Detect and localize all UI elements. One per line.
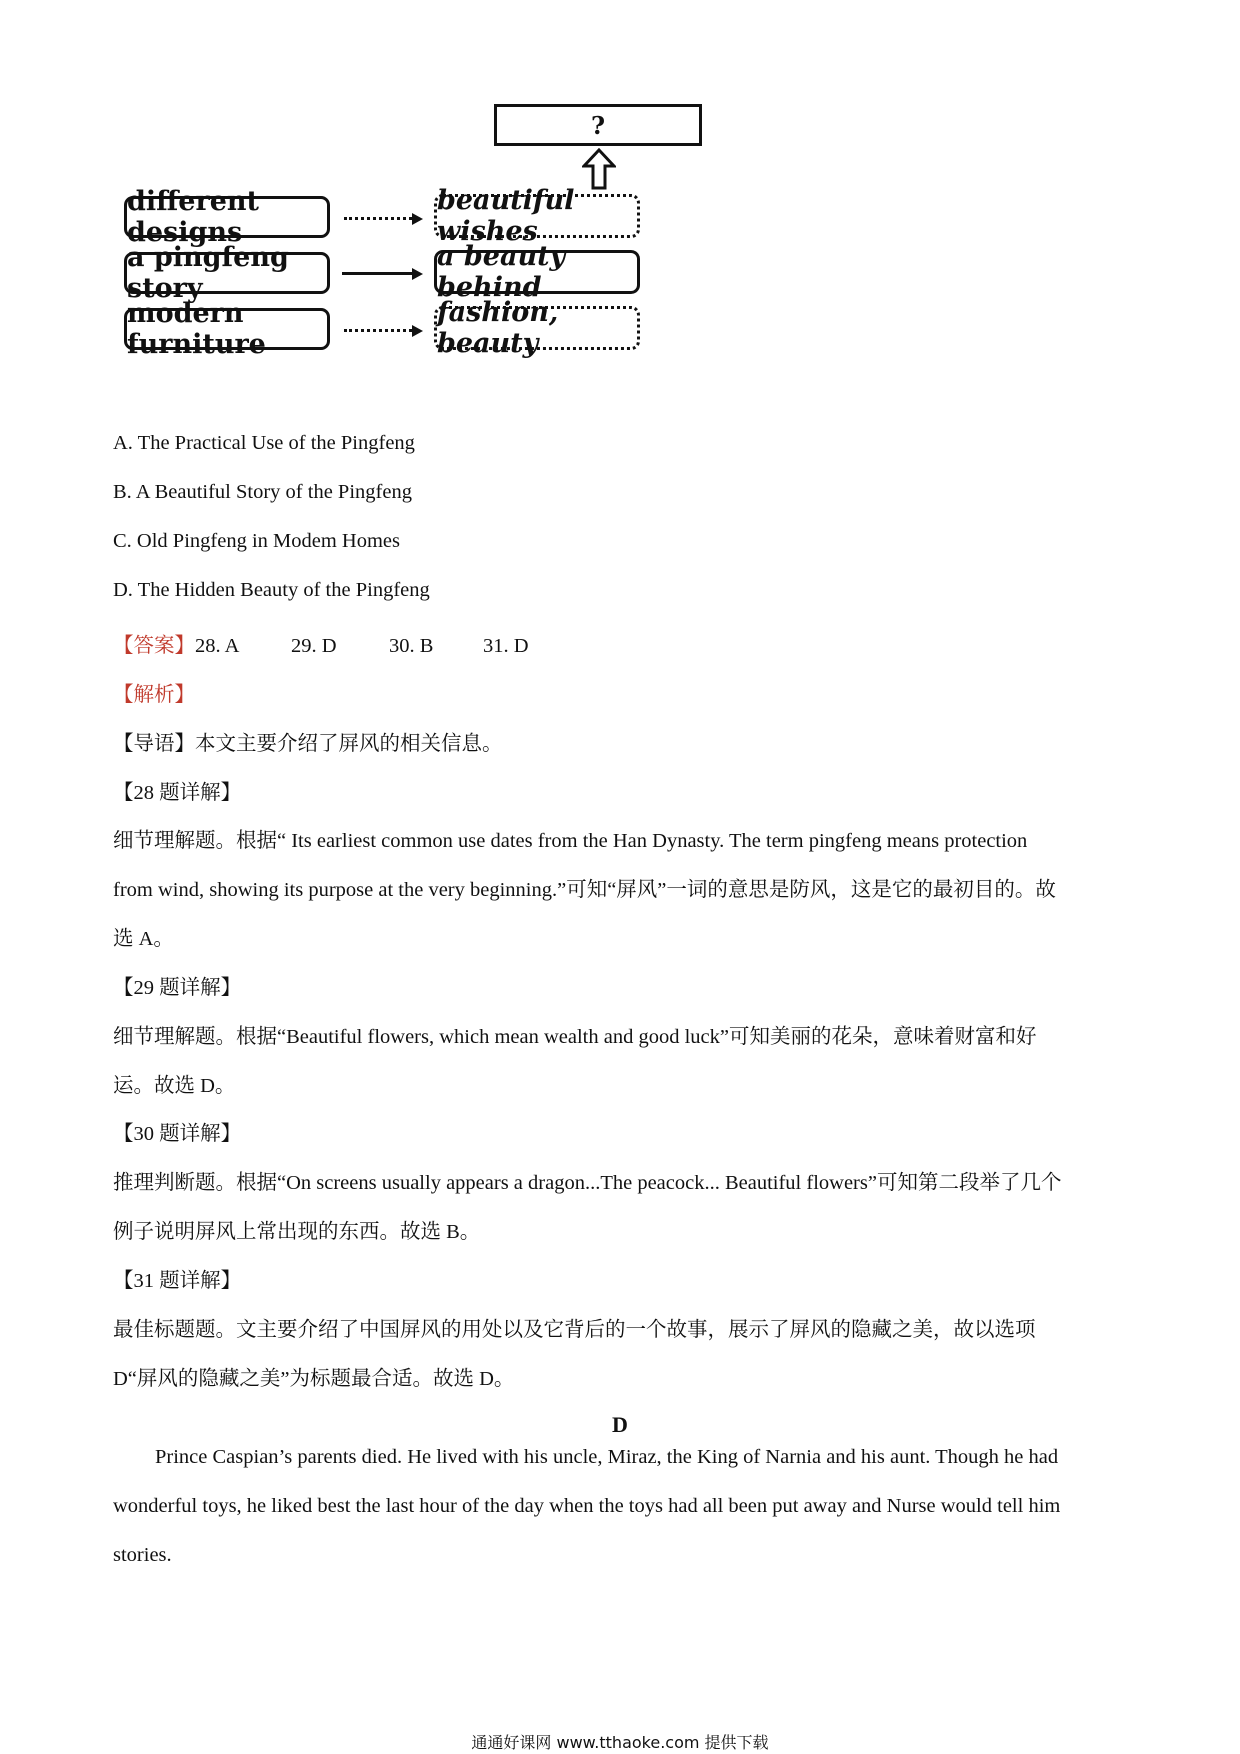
box-beauty-behind	[434, 241, 640, 303]
solid-connector	[342, 272, 412, 275]
box-different-designs	[124, 186, 330, 248]
dotted-connector	[344, 217, 412, 220]
title-question-box	[494, 104, 702, 146]
answer-28: 28. A	[195, 635, 240, 657]
section-d-line1: Prince Caspian’s parents died. He lived with his uncle, Miraz, the King of Narnia and his aunt. Though he had	[155, 1446, 1059, 1468]
q29-line1: 细节理解题。根据“Beautiful flowers, which mean wealth and good luck”可知美丽的花朵，意味着财富和好	[113, 1026, 1037, 1048]
section-d-line3: stories.	[113, 1544, 172, 1566]
answer-label: 【答案】	[113, 635, 195, 657]
option-c: C. Old Pingfeng in Modem Homes	[113, 530, 400, 552]
box-fashion-beauty	[434, 297, 640, 359]
q28-line3: 选 A。	[113, 928, 174, 950]
section-d-line2: wonderful toys, he liked best the last hour of the day when the toys had all been put away and Nurse would tell him	[113, 1495, 1061, 1517]
mind-map-diagram	[127, 100, 730, 410]
guide-text: 【导语】本文主要介绍了屏风的相关信息。	[113, 733, 503, 755]
answer-31: 31. D	[483, 635, 529, 657]
answers-row	[113, 628, 529, 658]
arrowhead-icon	[412, 268, 423, 280]
q28-line2: from wind, showing its purpose at the very beginning.”可知“屏风”一词的意思是防风，这是它的最初目的。故	[113, 879, 1056, 901]
option-a: A. The Practical Use of the Pingfeng	[113, 432, 415, 454]
q30-line1: 推理判断题。根据“On screens usually appears a dragon...The peacock... Beautiful flowers”可知第二段举了几个	[113, 1172, 1062, 1194]
up-arrow-icon	[582, 148, 616, 190]
answer-30: 30. B	[389, 635, 434, 657]
right-box-label: beautiful wishes	[437, 185, 575, 247]
q29-heading: 【29 题详解】	[113, 977, 242, 999]
footer: 通通好课网 www.tthaoke.com 提供下载	[471, 1733, 769, 1752]
q31-line1: 最佳标题题。文主要介绍了中国屏风的用处以及它背后的一个故事，展示了屏风的隐藏之美，故以选项	[113, 1319, 1036, 1341]
left-box-label: modern furniture	[127, 298, 266, 360]
right-box-label: fashion, beauty	[437, 297, 559, 359]
option-b: B. A Beautiful Story of the Pingfeng	[113, 481, 412, 503]
title-question-text: ?	[590, 110, 606, 140]
box-pingfeng-story	[124, 242, 330, 304]
left-box-label: a pingfeng story	[127, 242, 289, 304]
q28-line1: 细节理解题。根据“ Its earliest common use dates from the Han Dynasty. The term pingfeng means protection	[113, 830, 1028, 852]
q28-heading: 【28 题详解】	[113, 782, 242, 804]
arrowhead-icon	[412, 213, 423, 225]
box-beautiful-wishes	[434, 185, 640, 247]
arrowhead-icon	[412, 325, 423, 337]
right-box-label: a beauty behind	[437, 241, 566, 303]
dotted-connector	[344, 329, 412, 332]
q29-line2: 运。故选 D。	[113, 1075, 236, 1097]
analysis-label: 【解析】	[113, 684, 195, 706]
section-d-title: D	[612, 1412, 628, 1437]
left-box-label: different designs	[127, 186, 259, 248]
answer-29: 29. D	[291, 635, 337, 657]
q30-heading: 【30 题详解】	[113, 1123, 242, 1145]
q30-line2: 例子说明屏风上常出现的东西。故选 B。	[113, 1221, 481, 1243]
q31-line2: D“屏风的隐藏之美”为标题最合适。故选 D。	[113, 1368, 515, 1390]
option-d: D. The Hidden Beauty of the Pingfeng	[113, 579, 430, 601]
q31-heading: 【31 题详解】	[113, 1270, 242, 1292]
box-modern-furniture	[124, 298, 330, 360]
